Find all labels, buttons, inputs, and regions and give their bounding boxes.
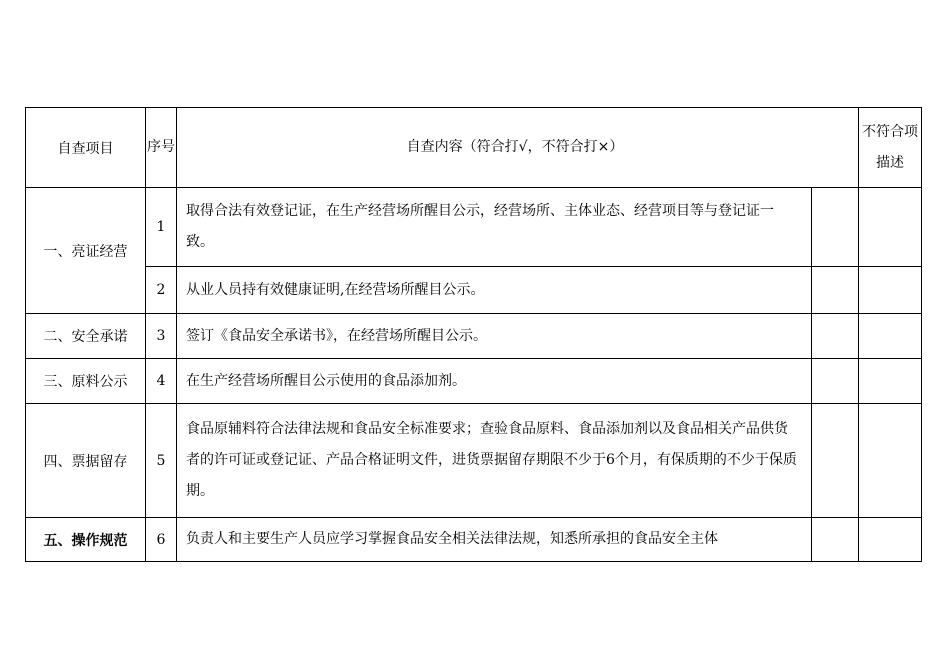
header-description: 不符合项描述	[859, 108, 922, 188]
check-cell[interactable]	[812, 359, 859, 404]
description-cell[interactable]	[859, 188, 922, 267]
row-content: 签订《食品安全承诺书》，在经营场所醒目公示。	[177, 314, 812, 359]
row-content: 取得合法有效登记证，在生产经营场所醒目公示，经营场所、主体业态、经营项目等与登记证一致。	[177, 188, 812, 267]
header-category: 自查项目	[26, 108, 146, 188]
description-cell[interactable]	[859, 267, 922, 314]
description-cell[interactable]	[859, 404, 922, 518]
row-category: 五、操作规范	[26, 518, 146, 562]
table-row	[26, 188, 922, 267]
table-row	[26, 518, 922, 562]
check-cell[interactable]	[812, 314, 859, 359]
row-content: 食品原辅料符合法律法规和食品安全标准要求；查验食品原料、食品添加剂以及食品相关产品供货者的许可证或登记证、产品合格证明文件，进货票据留存期限不少于6个月，有保质期的不少于保质期。	[177, 404, 812, 518]
description-cell[interactable]	[859, 518, 922, 562]
table-row	[26, 404, 922, 518]
table-header-row	[26, 108, 922, 188]
row-category: 二、安全承诺	[26, 314, 146, 359]
check-cell[interactable]	[812, 404, 859, 518]
row-content: 从业人员持有效健康证明,在经营场所醒目公示。	[177, 267, 812, 314]
row-number: 3	[146, 314, 177, 359]
check-cell[interactable]	[812, 518, 859, 562]
row-category: 一、亮证经营	[26, 188, 146, 314]
self-inspection-table	[25, 107, 922, 562]
row-number: 4	[146, 359, 177, 404]
table-row	[26, 314, 922, 359]
row-number: 1	[146, 188, 177, 267]
row-number: 6	[146, 518, 177, 562]
row-category: 四、票据留存	[26, 404, 146, 518]
table-row	[26, 359, 922, 404]
description-cell[interactable]	[859, 314, 922, 359]
header-content: 自查内容（符合打√，不符合打×）	[177, 108, 859, 188]
row-category: 三、原料公示	[26, 359, 146, 404]
row-content: 负责人和主要生产人员应学习掌握食品安全相关法律法规，知悉所承担的食品安全主体	[177, 518, 812, 562]
row-number: 2	[146, 267, 177, 314]
description-cell[interactable]	[859, 359, 922, 404]
check-cell[interactable]	[812, 188, 859, 267]
row-content: 在生产经营场所醒目公示使用的食品添加剂。	[177, 359, 812, 404]
header-number: 序号	[146, 108, 177, 188]
table-row	[26, 267, 922, 314]
row-number: 5	[146, 404, 177, 518]
check-cell[interactable]	[812, 267, 859, 314]
